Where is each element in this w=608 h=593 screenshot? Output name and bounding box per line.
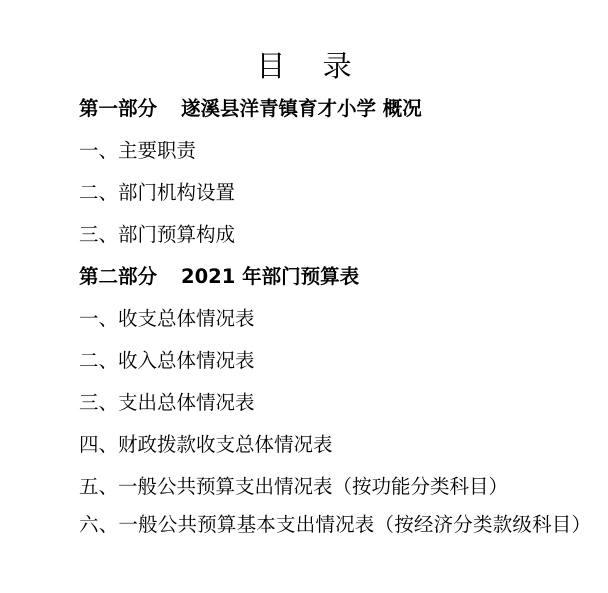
toc-item-public-budget-by-function: 五、一般公共预算支出情况表（按功能分类科目） [79,475,509,498]
toc-part-2-prefix: 第二部分 [79,265,158,288]
toc-part-1-title: 遂溪县洋青镇育才小学 概况 [181,97,422,120]
toc-item-fiscal-allocation: 四、财政拨款收支总体情况表 [79,433,333,456]
page-title: 目 录 [256,49,366,83]
toc-part-1-prefix: 第一部分 [79,97,158,120]
toc-item-main-duties: 一、主要职责 [79,139,197,162]
toc-part-1 [79,96,422,122]
toc-item-org-structure: 二、部门机构设置 [79,181,236,204]
toc-item-budget-composition: 三、部门预算构成 [79,223,236,246]
toc-part-2 [79,264,359,290]
toc-item-public-budget-basic-by-economic: 六、一般公共预算基本支出情况表（按经济分类款级科目） [79,513,592,536]
toc-item-revenue-total: 二、收入总体情况表 [79,349,255,372]
toc-part-2-title: 2021 年部门预算表 [181,265,360,288]
toc-item-expenditure-total: 三、支出总体情况表 [79,391,255,414]
toc-item-revenue-expenditure-total: 一、收支总体情况表 [79,307,255,330]
